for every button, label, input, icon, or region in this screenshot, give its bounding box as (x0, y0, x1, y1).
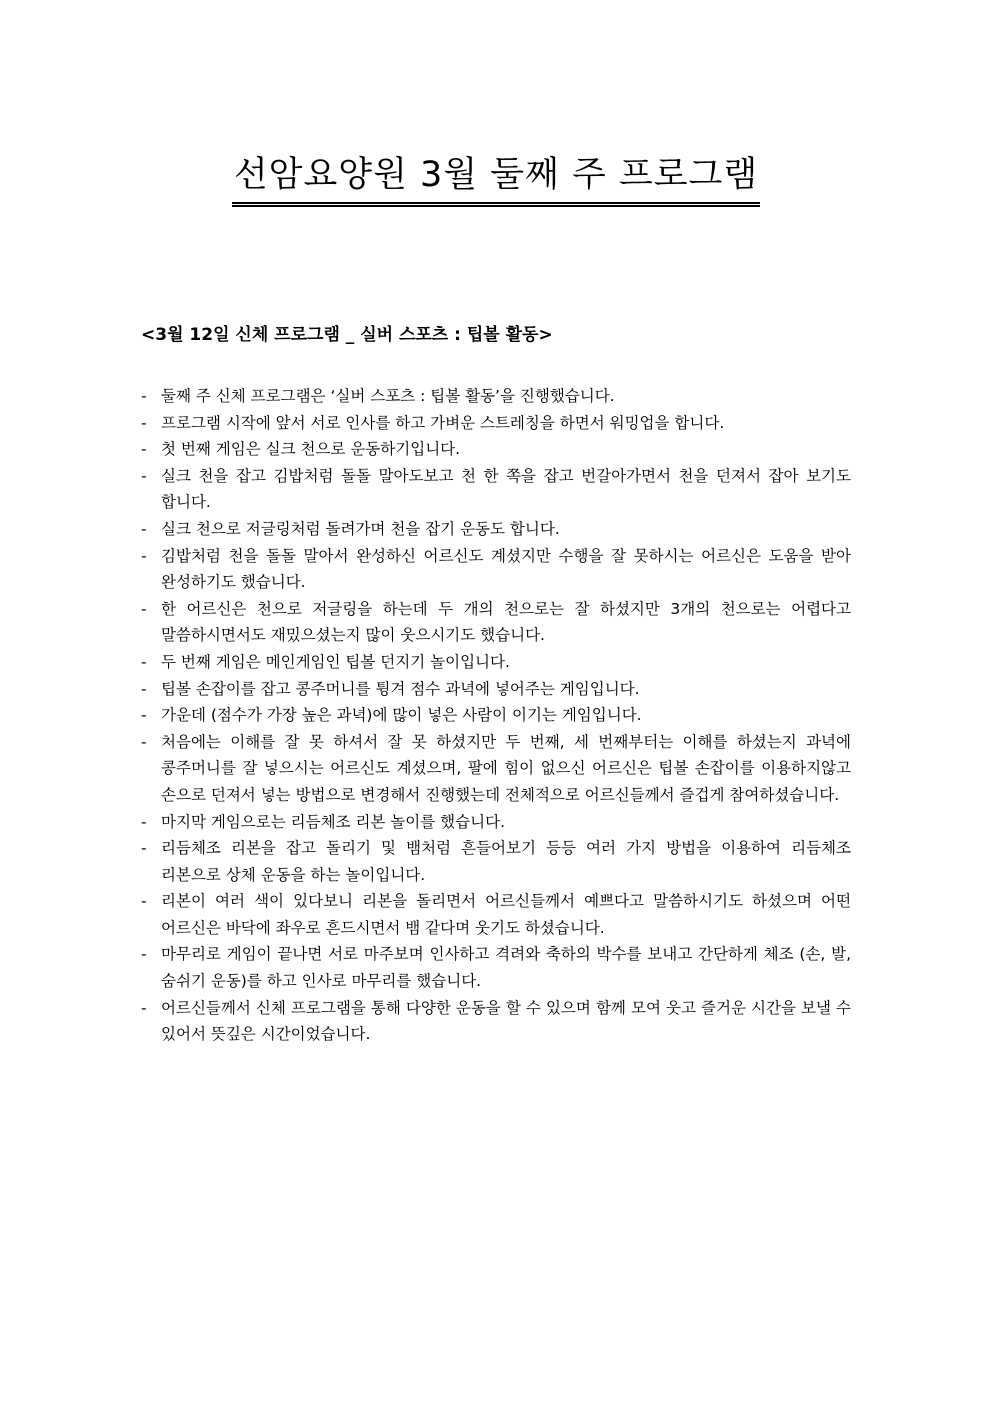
list-item (141, 888, 851, 941)
list-item-text: 리본이 여러 색이 있다보니 리본을 돌리면서 어르신들께서 예쁘다고 말씀하시기도 하셨으며 어떤 어르신은 바닥에 좌우로 흔드시면서 뱀 같다며 웃기도 하셨습니다. (161, 892, 851, 937)
bullet-marker: - (141, 413, 147, 432)
bullet-marker: - (141, 892, 147, 911)
list-item-text: 실크 천을 잡고 김밥처럼 돌돌 말아도보고 천 한 쪽을 잡고 번갈아가면서 천을 던져서 잡아 보기도 합니다. (161, 466, 851, 512)
bullet-marker: - (141, 519, 147, 538)
list-item (141, 995, 851, 1048)
bullet-marker: - (141, 812, 147, 831)
bullet-marker: - (141, 652, 147, 671)
list-item-text: 한 어르신은 천으로 저글링을 하는데 두 개의 천으로는 잘 하셨지만 3개의 천으로는 어렵다고 말씀하시면서도 재밌으셨는지 많이 웃으시기도 했습니다. (161, 599, 851, 645)
list-item-text: 마무리로 게임이 끝나면 서로 마주보며 인사하고 격려와 축하의 박수를 보내고 간단하게 체조 (손, 발, 숨쉬기 운동)를 하고 인사로 마무리를 했습니다. (161, 945, 851, 991)
list-item-text: 마지막 게임으로는 리듬체조 리본 놀이를 했습니다. (161, 812, 505, 831)
list-item-text: 두 번째 게임은 메인게임인 팁볼 던지기 놀이입니다. (161, 652, 510, 671)
bullet-marker: - (141, 546, 147, 565)
list-item-text: 팁볼 손잡이를 잡고 콩주머니를 튕겨 점수 과녁에 넣어주는 게임입니다. (161, 679, 640, 698)
bullet-marker: - (141, 945, 147, 964)
list-item (141, 729, 851, 809)
list-item (141, 436, 851, 463)
list-item (141, 516, 851, 543)
list-item-text: 처음에는 이해를 잘 못 하셔서 잘 못 하셨지만 두 번째, 세 번째부터는 이해를 하셨는지 과녁에 콩주머니를 잘 넣으시는 어르신도 계셨으며, 팔에 힘이 없으신 어르신은 팁볼 손잡이를 이용하지않고 손으로 던져서 넣는 방법으로 변경해서 진행했는데 전체적으로 어르신들께서 즐겁게 참여하셨습니다. (161, 732, 851, 804)
list-item-text: 김밥처럼 천을 돌돌 말아서 완성하신 어르신도 계셨지만 수행을 잘 못하시는 어르신은 도움을 받아 완성하기도 했습니다. (161, 546, 851, 592)
list-item (141, 596, 851, 649)
bullet-marker: - (141, 732, 147, 751)
list-item-text: 실크 천으로 저글링처럼 돌려가며 천을 잡기 운동도 합니다. (161, 519, 560, 538)
list-item (141, 383, 851, 410)
list-item (141, 835, 851, 888)
document-title: 선암요양원 3월 둘째 주 프로그램 (232, 152, 760, 207)
list-item-text: 둘째 주 신체 프로그램은 ‘실버 스포츠 : 팁볼 활동’을 진행했습니다. (161, 387, 615, 405)
list-item (141, 809, 851, 836)
title-wrapper (0, 152, 992, 207)
list-item-text: 프로그램 시작에 앞서 서로 인사를 하고 가벼운 스트레칭을 하면서 워밍업을 합니다. (161, 413, 725, 432)
bullet-marker: - (141, 440, 147, 459)
list-item-text: 가운데 (점수가 가장 높은 과녁)에 많이 넣은 사람이 이기는 게임입니다. (161, 706, 642, 725)
bullet-marker: - (141, 706, 147, 725)
list-item (141, 410, 851, 437)
list-item (141, 543, 851, 596)
list-item-text: 첫 번째 게임은 실크 천으로 운동하기입니다. (161, 440, 461, 459)
bullet-marker: - (141, 839, 147, 858)
list-item (141, 463, 851, 516)
list-item-text: 리듬체조 리본을 잡고 돌리기 및 뱀처럼 흔들어보기 등등 여러 가지 방법을 이용하여 리듬체조 리본으로 상체 운동을 하는 놀이입니다. (161, 839, 851, 884)
list-item-text: 어르신들께서 신체 프로그램을 통해 다양한 운동을 할 수 있으며 함께 모여 웃고 즐거운 시간을 보낼 수 있어서 뜻깊은 시간이었습니다. (161, 998, 851, 1044)
bullet-marker: - (141, 387, 147, 405)
list-item (141, 941, 851, 994)
bullet-marker: - (141, 466, 147, 485)
bullet-marker: - (141, 599, 147, 618)
bullet-marker: - (141, 998, 147, 1017)
bullet-marker: - (141, 679, 147, 698)
list-item (141, 702, 851, 729)
section-heading: <3월 12일 신체 프로그램 _ 실버 스포츠 : 팁볼 활동> (141, 325, 553, 345)
list-item (141, 676, 851, 703)
bullet-list (141, 383, 851, 1048)
list-item (141, 649, 851, 676)
